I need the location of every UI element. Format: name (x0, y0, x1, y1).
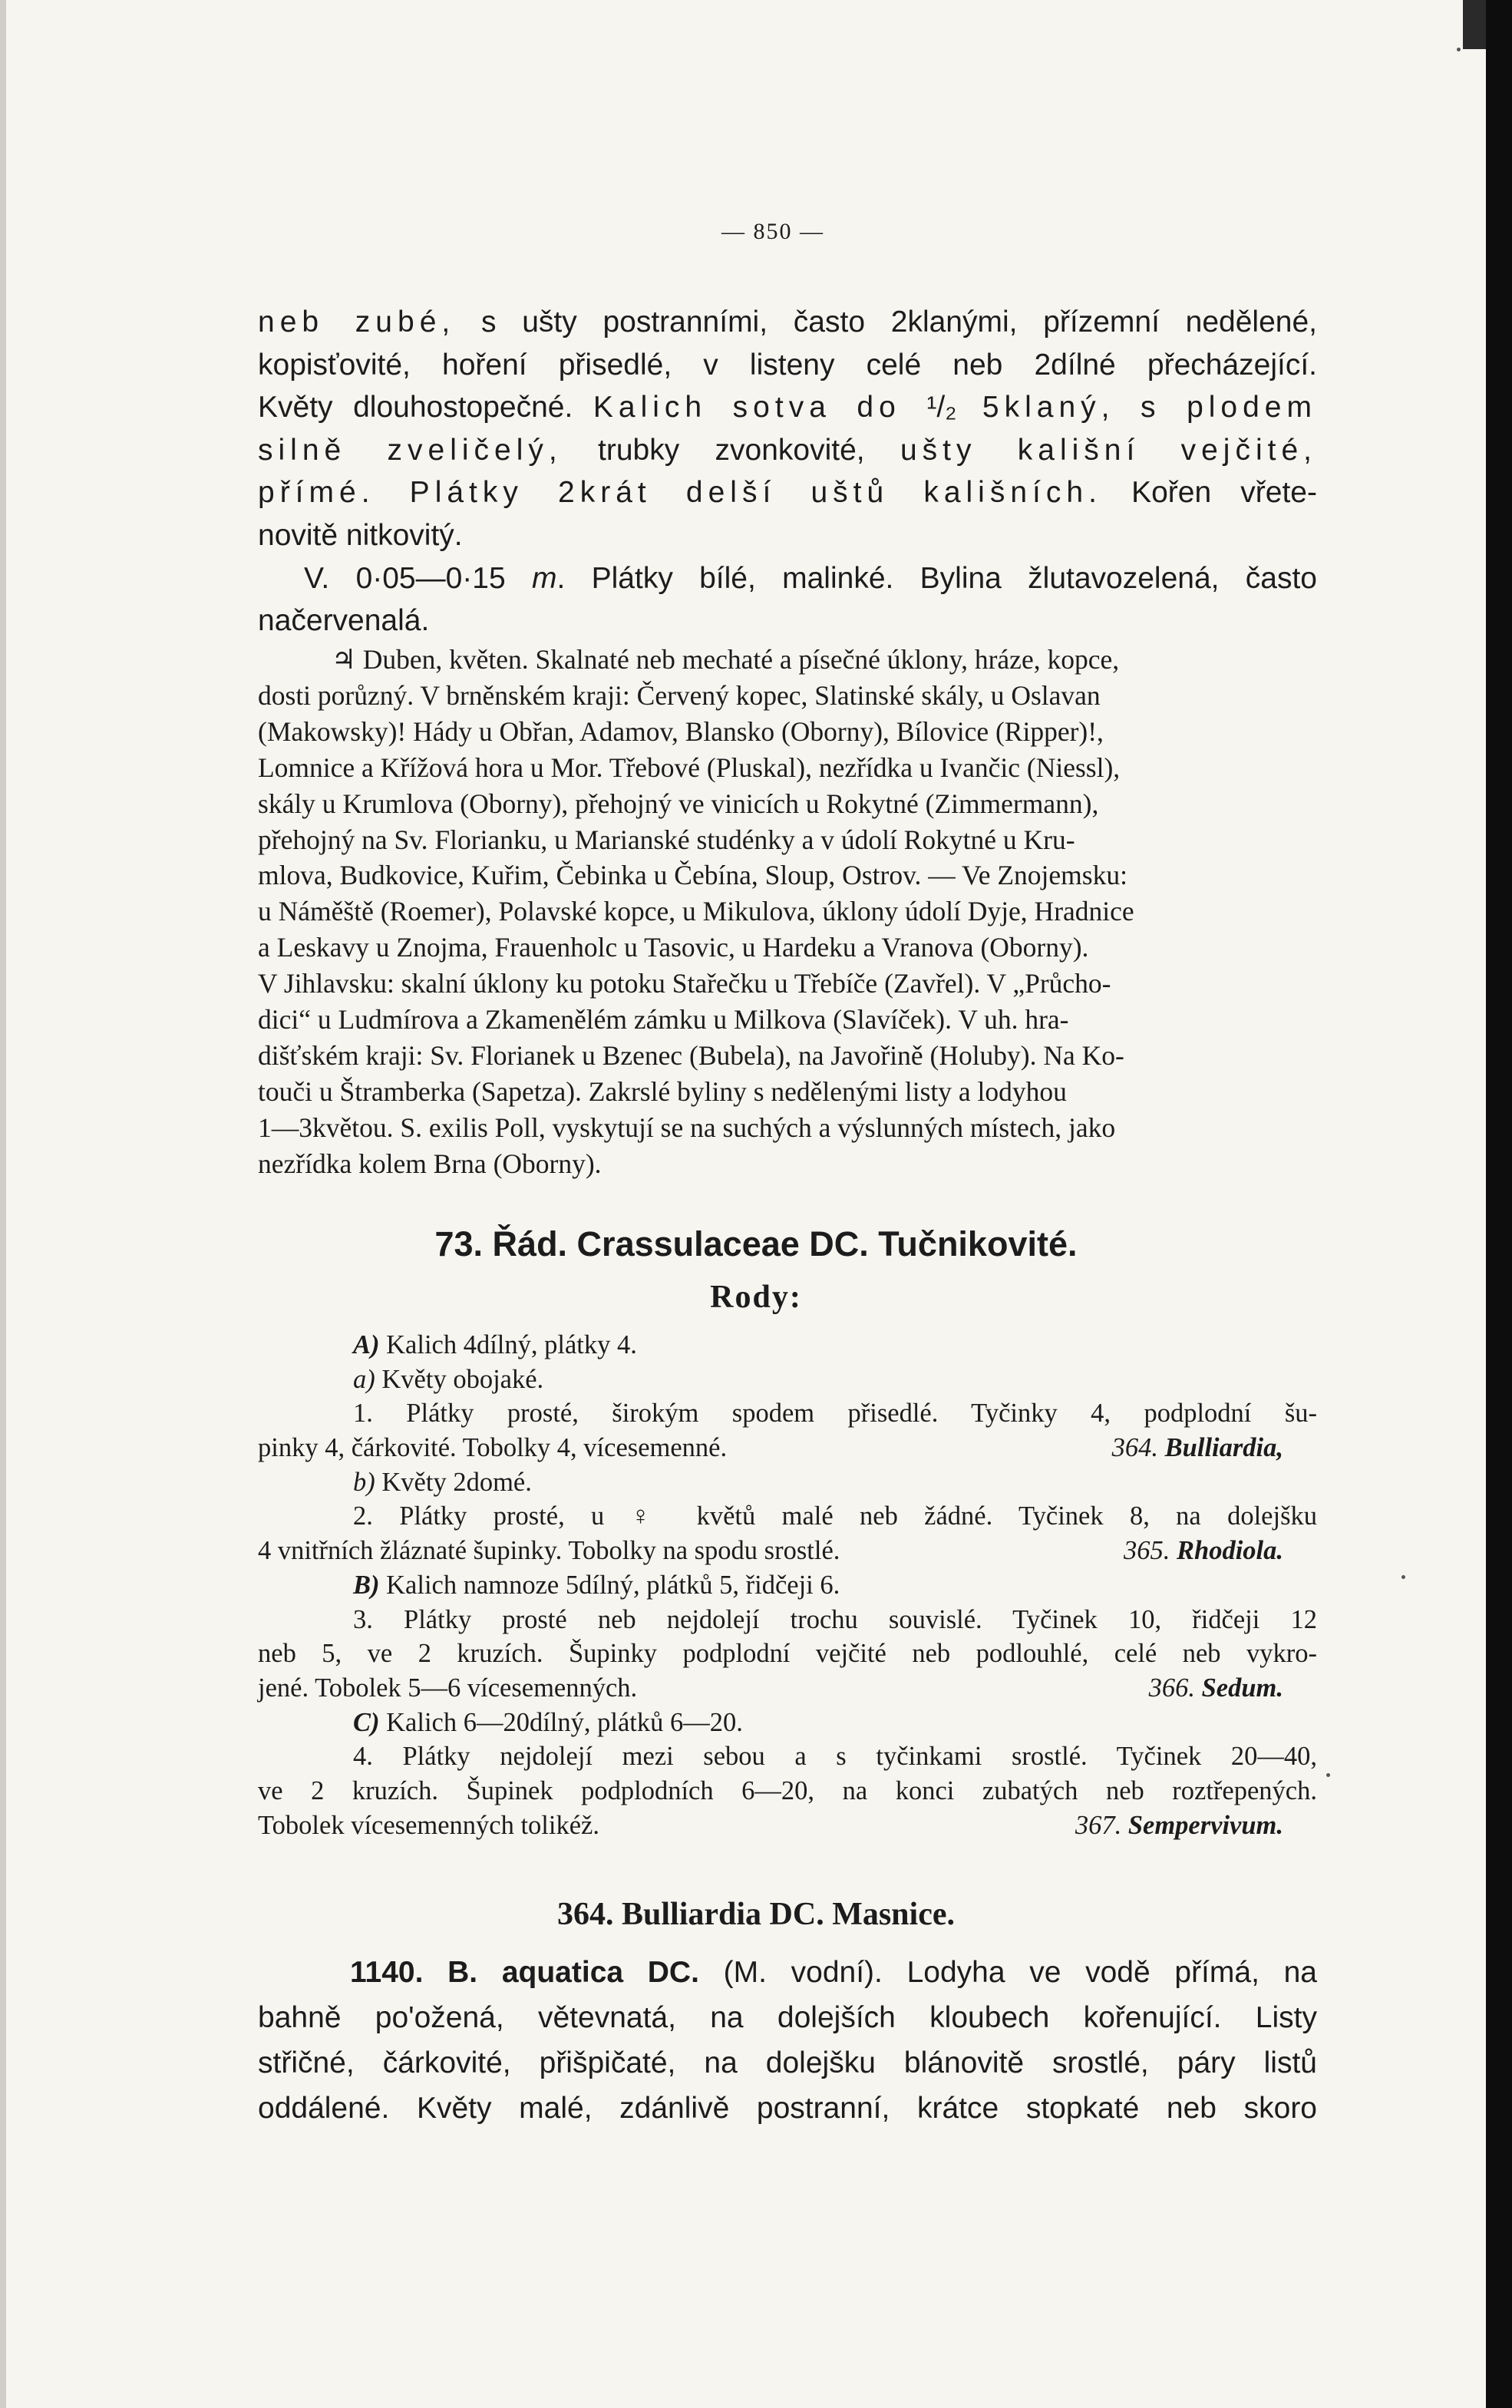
key-line (258, 1363, 1317, 1397)
text-line (258, 471, 1317, 514)
text-line: a Leskavy u Znojma, Frauenholc u Tasovic, u Hardeku a Vranova (Oborny). (258, 932, 1089, 963)
text-span: Kalich 6—20dílný, plátků 6—20. (379, 1707, 743, 1737)
key-line: 3. Plátky prosté neb nejdolejí trochu souvislé. Tyčinek 10, řidčeji 12 (353, 1604, 1317, 1634)
text-span: 367. (1075, 1810, 1122, 1840)
key-line (258, 1328, 1317, 1363)
text-span: Sedum. (1194, 1673, 1283, 1703)
text-line (258, 429, 1317, 472)
scan-edge-right (1486, 0, 1512, 2408)
text-span: přímé. Plátky 2krát delší uštů kališních. (258, 476, 1102, 510)
key-line: 4. Plátky nejdolejí mezi sebou a s tyčinkami srostlé. Tyčinek 20—40, (353, 1742, 1317, 1772)
text-span: s ušty postranními, často 2klanými, přízemní nedělené, (455, 306, 1317, 339)
text-span: 4 vnitřních žláznaté šupinky. Tobolky na spodu srostlé. (258, 1536, 840, 1566)
key-line (258, 1808, 1317, 1843)
text-line: dišťském kraji: Sv. Florianek u Bzenec (Bubela), na Javořině (Holuby). Na Ko- (258, 1039, 1124, 1071)
genus-reference (1149, 1671, 1283, 1706)
genus-heading: 364. Bulliardia DC. Masnice. (556, 1897, 955, 1932)
text-span: . Plátky bílé, malinké. Bylina žlutavozelená, často (556, 561, 1317, 595)
text-line: (Makowsky)! Hády u Obřan, Adamov, Blansko (Oborny), Bílovice (Ripper)!, (258, 715, 1104, 747)
text-span: Kalich namnoze 5dílný, plátků 5, řidčeji 6. (379, 1570, 840, 1600)
text-line: nezřídka kolem Brna (Oborny). (258, 1148, 602, 1179)
speck (1457, 48, 1461, 51)
key-line (258, 1671, 1317, 1706)
text-span: Květy dlouhostopečné. (258, 391, 593, 424)
text-line: ♃ Duben, květen. Skalnaté neb mechaté a písečné úklony, hráze, kopce, (332, 644, 1120, 675)
text-span: neb zubé, (258, 306, 456, 339)
key-line: ve 2 kruzích. Šupinek podplodních 6—20, na konci zubatých neb roztřepených. (258, 1775, 1317, 1805)
text-span: Kalich sotva do (593, 391, 927, 424)
text-line: přehojný na Sv. Florianku, u Marianské studénky a v údolí Rokytné u Kru- (258, 824, 1075, 855)
text-span: 5klaný, s plodem (956, 391, 1317, 424)
genus-reference (1112, 1431, 1283, 1465)
localities-paragraph (258, 642, 1317, 1182)
text-span: Bulliardia, (1158, 1433, 1283, 1463)
text-line: skály u Krumlova (Oborny), přehojný ve vinicích u Rokytné (Zimmermann), (258, 788, 1099, 819)
text-line: načervenalá. (258, 604, 430, 638)
key-line (258, 1431, 1317, 1465)
text-span: Sempervivum. (1121, 1810, 1283, 1840)
key-line (258, 1465, 1317, 1500)
genus-reference (1075, 1808, 1283, 1843)
key-line: neb 5, ve 2 kruzích. Šupinky podplodní vejčité neb podlouhlé, celé neb vykro- (258, 1639, 1317, 1669)
key-title: Rody: (710, 1280, 802, 1315)
key-line (258, 1534, 1317, 1568)
text-span: trubky zvonkovité, (562, 433, 900, 467)
text-line (258, 1950, 1317, 1995)
text-span: Kořen vřete- (1101, 476, 1317, 510)
fraction: ¹/₂ (926, 391, 957, 424)
text-span: Rhodiola. (1170, 1536, 1283, 1566)
text-line: oddálené. Květy malé, zdánlivě postranní, krátce stopkaté neb skoro (258, 2092, 1317, 2125)
species-paragraph (258, 1950, 1317, 2131)
key-line: 1. Plátky prosté, širokým spodem přisedlé. Tyčinky 4, podplodní šu- (353, 1399, 1317, 1429)
text-line: střičné, čárkovité, přišpičaté, na dolejšku blánovitě srostlé, páry listů (258, 2046, 1317, 2079)
text-span: V. 0·05—0·15 (304, 561, 532, 595)
text-line: mlova, Budkovice, Kuřim, Čebinka u Čebína, Sloup, Ostrov. — Ve Znojemsku: (258, 860, 1127, 891)
text-span: jené. Tobolek 5—6 vícesemenných. (258, 1673, 638, 1703)
key-letter: A) (353, 1330, 380, 1359)
text-span: Kalich 4dílný, plátky 4. (379, 1330, 637, 1359)
text-span: silně zveličelý, (258, 433, 563, 467)
description-paragraph (258, 301, 1317, 642)
text-span: (M. vodní). Lodyha ve vodě přímá, na (698, 1956, 1317, 1989)
species-name: 1140. B. aquatica DC. (350, 1956, 699, 1989)
text-line: 1—3květou. S. exilis Poll, vyskytují se na suchých a výslunných místech, jako (258, 1112, 1116, 1143)
text-line: dici“ u Ludmírova a Zkamenělém zámku u Milkova (Slavíček). V uh. hra- (258, 1004, 1069, 1036)
key-letter: B) (353, 1570, 380, 1600)
text-line: V Jihlavsku: skalní úklony ku potoku Stařečku u Třebíče (Zavřel). V „Průcho- (258, 968, 1111, 999)
speck (1326, 1773, 1330, 1777)
key-letter: a) (353, 1364, 375, 1394)
text-span: Květy obojaké. (375, 1364, 544, 1394)
key-line (258, 1706, 1317, 1740)
text-span: pinky 4, čárkovité. Tobolky 4, vícesemenné. (258, 1433, 728, 1463)
text-line: dosti porůzný. V brněnském kraji: Červený kopec, Slatinské skály, u Oslavan (258, 679, 1101, 711)
text-span: ušty kališní vejčité, (900, 433, 1317, 467)
text-span: 366. (1148, 1673, 1195, 1703)
speck (1401, 1575, 1405, 1579)
key-line: 2. Plátky prosté, u ♀ květů malé neb žádné. Tyčinek 8, na dolejšku (353, 1501, 1317, 1531)
genus-reference (1124, 1534, 1283, 1568)
text-span: Květy 2domé. (375, 1467, 532, 1497)
text-line: novitě nitkovitý. (258, 518, 463, 552)
text-line: kopisťovité, hoření přisedlé, v listeny celé neb 2dílné přecházející. (258, 348, 1317, 382)
text-line: u Náměště (Roemer), Polavské kopce, u Mikulova, úklony údolí Dyje, Hradnice (258, 896, 1134, 927)
text-line (258, 386, 1317, 429)
genus-key (258, 1328, 1317, 1842)
text-line (258, 557, 1317, 600)
text-line: touči u Štramberka (Sapetza). Zakrslé byliny s nedělenými listy a lodyhou (258, 1075, 1067, 1107)
key-line (258, 1568, 1317, 1603)
text-line (258, 301, 1317, 344)
key-letter: b) (353, 1467, 375, 1497)
text-span: 364. (1111, 1433, 1159, 1463)
key-letter: C) (353, 1707, 380, 1737)
unit: m (531, 561, 557, 595)
text-span: 365. (1124, 1536, 1170, 1566)
text-line: Lomnice a Křížová hora u Mor. Třebové (Pluskal), nezřídka u Ivančic (Niessl), (258, 751, 1121, 783)
scan-corner (1463, 0, 1486, 49)
text-line: bahně po'ožená, větevnatá, na dolejších kloubech kořenující. Listy (258, 2001, 1317, 2034)
page-number: — 850 — (721, 219, 824, 244)
text-span: Tobolek vícesemenných tolikéž. (258, 1810, 599, 1840)
scan-edge-left (0, 0, 6, 2408)
order-heading: 73. Řád. Crassulaceae DC. Tučnikovité. (434, 1224, 1078, 1263)
